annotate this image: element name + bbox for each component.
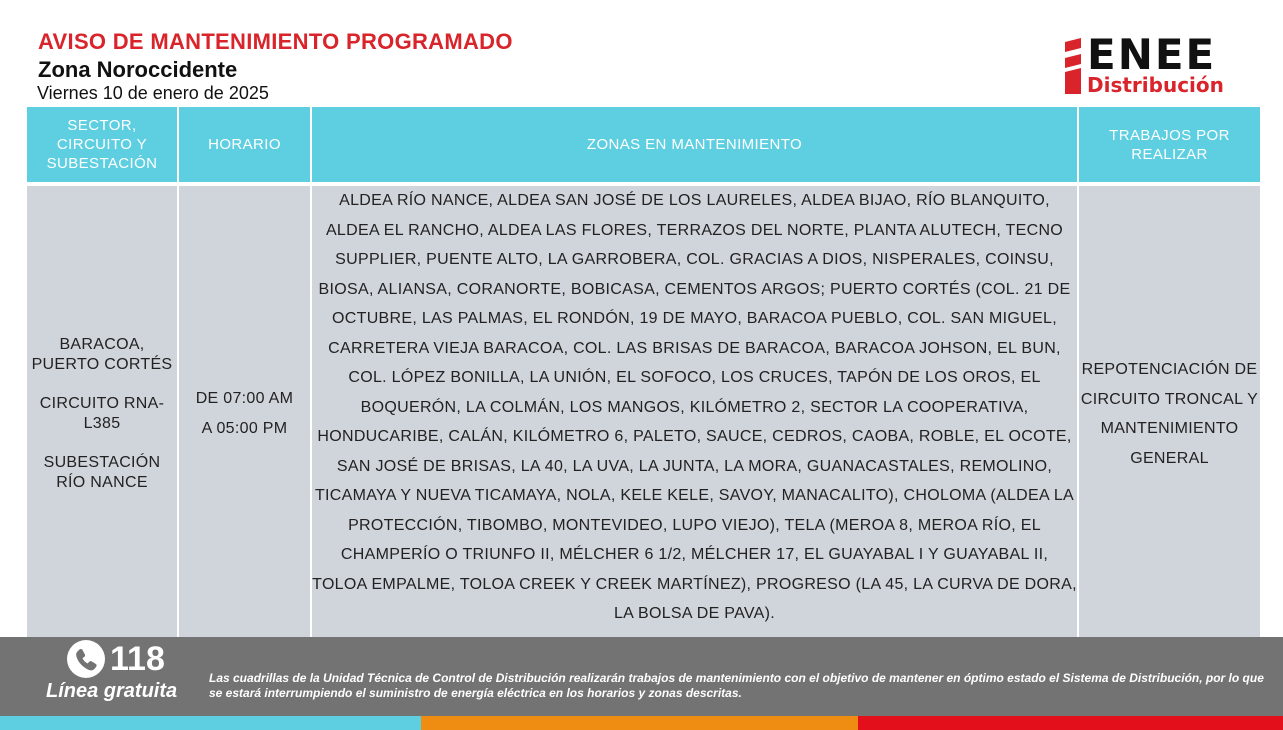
zones-cell: ALDEA RÍO NANCE, ALDEA SAN JOSÉ DE LOS LAURELES, ALDEA BIJAO, RÍO BLANQUITO, ALDEA EL RANCHO, ALDEA LAS FLORES, TERRAZOS DEL NORTE, PLANTA ALUTECH, TECNO SUPPLIER, PUENTE ALTO, LA GARROBERA, COL. GRACIAS A DIOS, NISPERALES, COINSU, BIOSA, ALIANSA, CORANORTE, BOBICASA, CEMENTOS ARGOS; PUERTO CORTÉS (COL. 21 DE OCTUBRE, LAS PALMAS, EL RONDÓN, 19 DE MAYO, BARACOA PUEBLO, COL. SAN MIGUEL, CARRETERA VIEJA BARACOA, COL. LAS BRISAS DE BARACOA, BARACOA JOHSON, EL BUN, COL. LÓPEZ BONILLA, LA UNIÓN, EL SOFOCO, LOS CRUCES, TAPÓN DE LOS OROS, EL BOQUERÓN, LA COLMÁN, LOS MANGOS, KILÓMETRO 2, SECTOR LA COOPERATIVA, HONDUCARIBE, CALÁN, KILÓMETRO 6, PALETO, SAUCE, CEDROS, CAOBA, ROBLE, EL OCOTE, SAN JOSÉ DE BRISAS, LA 40, LA UVA, LA JUNTA, LA MORA, GUANACASTALES, REMOLINO, TICAMAYA Y NUEVA TICAMAYA, NOLA, KELE KELE, SAVOY, MANACALITO), CHOLOMA (ALDEA LA PROTECCIÓN, TIBOMBO, MONTEVIDEO, LUPO VIEJO), TELA (MEROA 8, MEROA RÍO, EL CHAMPERÍO O TRIUNFO II, MÉLCHER 6 1/2, MÉLCHER 17, EL GUAYABAL I Y GUAYABAL II, TOLOA EMPALME, TOLOA CREEK Y CREEK MARTÍNEZ), PROGRESO (LA 45, LA CURVA DE DORA, LA BOLSA DE PAVA). xyxy=(311,184,1078,642)
sector-name: BARACOA, PUERTO CORTÉS xyxy=(31,336,173,373)
phone-label: Línea gratuita xyxy=(46,680,178,702)
header-trabajos: TRABAJOS POR REALIZAR xyxy=(1078,107,1260,184)
phone-number: 118 xyxy=(110,640,165,678)
logo-subtitle: Distribución xyxy=(1087,73,1224,97)
stripe-red xyxy=(858,716,1283,730)
enee-logo xyxy=(1063,30,1253,98)
header-horario: HORARIO xyxy=(178,107,311,184)
table-header-row xyxy=(27,107,1260,184)
works-cell: REPOTENCIACIÓN DE CIRCUITO TRONCAL Y MANTENIMIENTO GENERAL xyxy=(1078,184,1260,642)
stripe-orange xyxy=(421,716,858,730)
circuit-name: CIRCUITO RNA-L385 xyxy=(39,395,165,432)
table-row xyxy=(27,184,1260,642)
schedule-cell xyxy=(178,184,311,642)
notice-date: Viernes 10 de enero de 2025 xyxy=(37,83,269,103)
stripe-cyan xyxy=(0,716,421,730)
schedule-start: DE 07:00 AM xyxy=(195,390,294,407)
schedule-end: A 05:00 PM xyxy=(201,420,288,437)
footer-bar xyxy=(0,637,1283,716)
notice-title: AVISO DE MANTENIMIENTO PROGRAMADO xyxy=(38,29,513,54)
header-zonas: ZONAS EN MANTENIMIENTO xyxy=(311,107,1078,184)
logo-name: ENEE xyxy=(1087,30,1217,79)
phone-icon xyxy=(67,640,105,678)
footer-notice: Las cuadrillas de la Unidad Técnica de Control de Distribución realizarán trabajos de mantenimiento con el objetivo de mantener en óptimo estado el Sistema de Distribución, por lo que se estará interrumpiendo el suministro de energía eléctrica en los horarios y zonas descritas. xyxy=(209,671,1264,700)
enee-logo-mark-icon xyxy=(1063,38,1083,94)
maintenance-table xyxy=(27,107,1260,642)
zone-name: Zona Noroccidente xyxy=(38,57,238,82)
sector-cell xyxy=(27,184,178,642)
header-sector: SECTOR, CIRCUITO Y SUBESTACIÓN xyxy=(27,107,178,184)
substation-name: SUBESTACIÓN RÍO NANCE xyxy=(43,454,161,491)
